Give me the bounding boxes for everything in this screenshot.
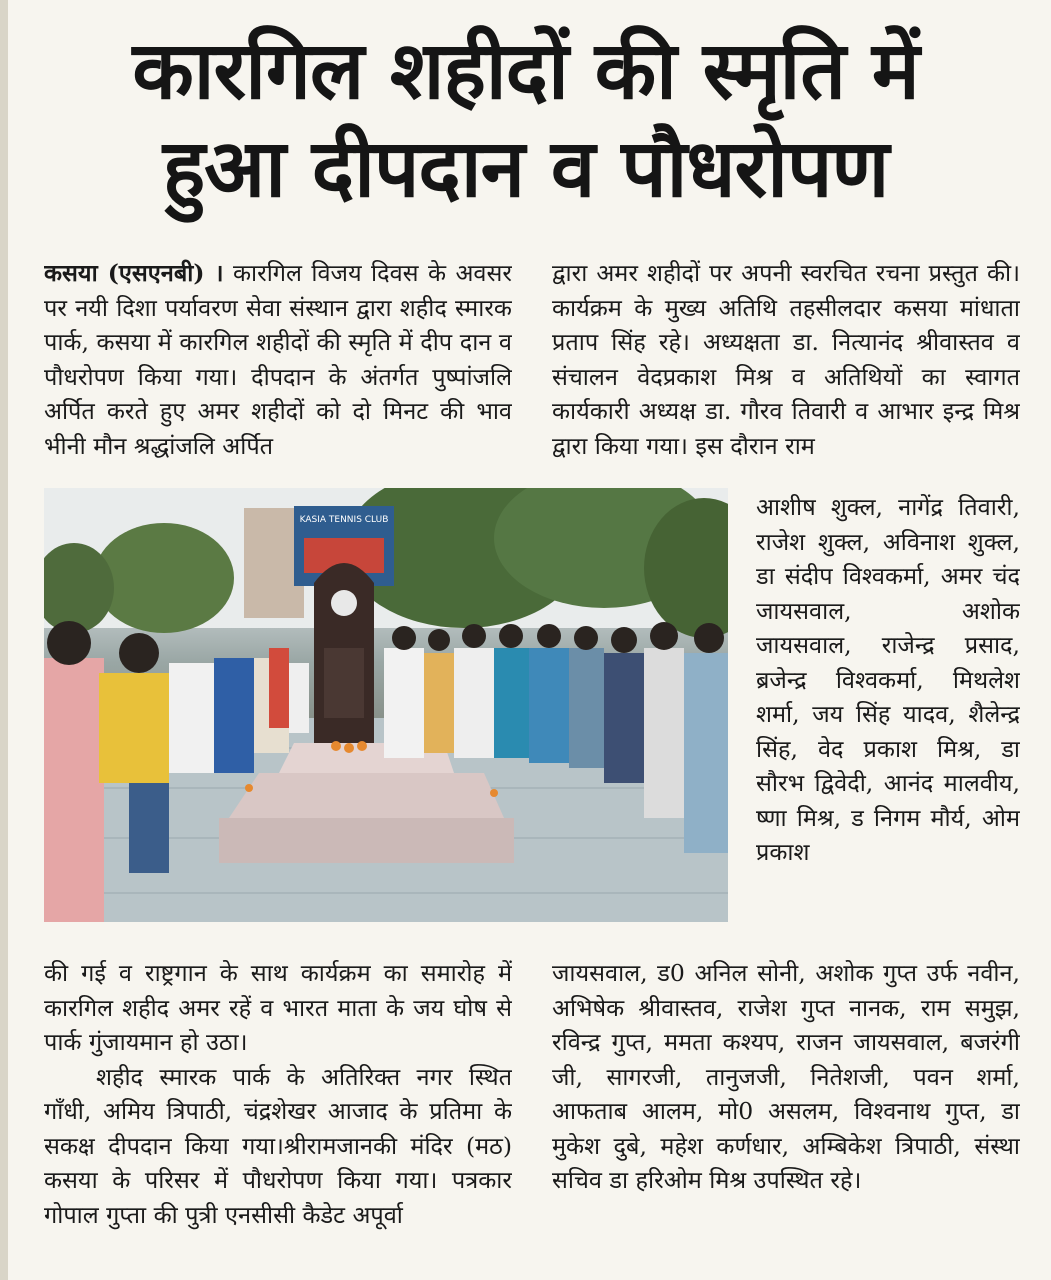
column-1-top — [44, 256, 512, 488]
dateline: कसया (एसएनबी) । — [44, 259, 224, 287]
event-photo-illustration — [44, 488, 728, 922]
column-1-bottom-para-2: शहीद स्मारक पार्क के अतिरिक्त नगर स्थित गाँधी, अमिय त्रिपाठी, चंद्रशेखर आजाद के प्रतिमा के सकक्ष दीपदान किया गया।श्रीरामजानकी मंदिर (मठ) कसया के परिसर में पौधरोपण किया गया। पत्रकार गोपाल गुप्ता की पुत्री एनसीसी कैडेट अपूर्वा — [44, 1062, 512, 1229]
sign-text: KASIA TENNIS CLUB — [299, 515, 389, 525]
page-edge — [0, 0, 8, 1280]
column-2-top-text: द्वारा अमर शहीदों पर अपनी स्वरचित रचना प्रस्तुत की। कार्यक्रम के मुख्य अतिथि तहसीलदार कसया मांधाता प्रताप सिंह रहे। अध्यक्षता डा. नित्यानंद श्रीवास्तव व संचालन वेदप्रकाश मिश्र व अतिथियों का स्वागत कार्यकारी अध्यक्ष डा. गौरव तिवारी व आभार इन्द्र मिश्र द्वारा किया गया। इस दौरान राम — [552, 259, 1020, 460]
headline-line-2: हुआ दीपदान व पौधरोपण — [162, 122, 889, 215]
column-1-top-text: कारगिल विजय दिवस के अवसर पर नयी दिशा पर्यावरण सेवा संस्थान द्वारा शहीद स्मारक पार्क, कसया में कारगिल शहीदों की स्मृति में दीप दान व पौधरोपण किया गया। दीपदान के अंतर्गत पुष्पांजलि अर्पित करते हुए अमर शहीदों को दो मिनट की भाव भीनी मौन श्रद्धांजलि अर्पित — [44, 259, 512, 460]
event-photo — [44, 488, 728, 922]
headline-line-1: कारगिल शहीदों की स्मृति में — [132, 24, 919, 117]
column-2-top — [552, 256, 1020, 488]
column-2-bottom-text: जायसवाल, ड0 अनिल सोनी, अशोक गुप्त उर्फ नवीन, अभिषेक श्रीवास्तव, राजेश गुप्त नानक, राम समुझ, रविन्द्र गुप्त, ममता कश्यप, राजन जायसवाल, बजरंगी जी, सागरजी, तानुजजी, नितेशजी, पवन शर्मा, आफताब आलम, मो0 असलम, विश्वनाथ गुप्त, डा मुकेश दुबे, महेश कर्णधार, अम्बिकेश त्रिपाठी, संस्था सचिव डा हरिओम मिश्र उपस्थित रहे। — [552, 959, 1020, 1194]
column-2-bottom — [552, 956, 1020, 1266]
column-1-bottom-para-1: की गई व राष्ट्रगान के साथ कार्यक्रम का समारोह में कारगिल शहीद अमर रहें व भारत माता के जय घोष से पार्क गुंजायमान हो उठा। — [44, 959, 512, 1056]
column-2-narrow-text: आशीष शुक्ल, नागेंद्र तिवारी, राजेश शुक्ल, अविनाश शुक्ल, डा संदीप विश्वकर्मा, अमर चंद जायसवाल, अशोक जायसवाल, राजेन्द्र प्रसाद, ब्रजेन्द्र विश्वकर्मा, मिथलेश शर्मा, जय सिंह यादव, शैलेन्द्र सिंह, वेद प्रकाश मिश्र, डा सौरभ द्विवेदी, आनंद मालवीय, ष्णा मिश्र, ड निगम मौर्य, ओम प्रकाश — [756, 493, 1020, 866]
column-2-narrow — [756, 490, 1020, 938]
headline — [20, 22, 1031, 218]
column-1-bottom — [44, 956, 512, 1266]
